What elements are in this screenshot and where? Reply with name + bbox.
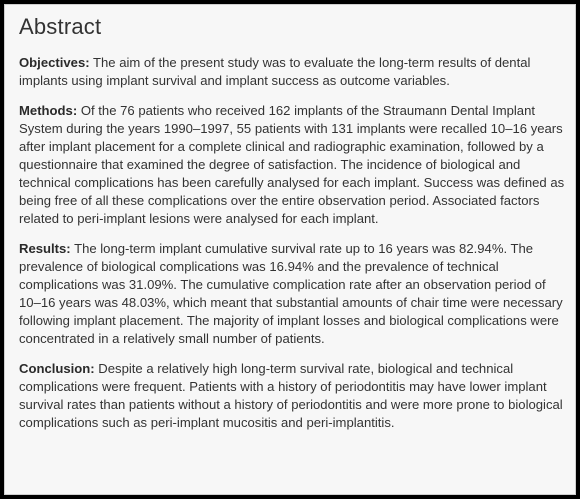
conclusion-label: Conclusion: [19,361,95,376]
objectives-text: The aim of the present study was to evaluate the long-term results of dental implants using implant survival and implant success as outcome variables. [19,55,531,88]
abstract-heading: Abstract [19,14,102,39]
conclusion-section [19,360,565,432]
objectives-section [19,54,565,90]
methods-section [19,102,565,228]
abstract-panel [4,4,576,495]
results-section [19,240,565,348]
methods-label: Methods: [19,103,78,118]
objectives-label: Objectives: [19,55,90,70]
methods-text: Of the 76 patients who received 162 implants of the Straumann Dental Implant System during the years 1990–1997, 55 patients with 131 implants were recalled 10–16 years after implant placement for a complete clinical and radiographic examination, followed by a questionnaire that examined the degree of satisfaction. The incidence of biological and technical complications has been carefully analysed for each implant. Success was defined as being free of all these complications over the entire observation period. Associated factors related to peri-implant lesions were analysed for each implant. [19,103,565,226]
results-text: The long-term implant cumulative survival rate up to 16 years was 82.94%. The prevalence of biological complications was 16.94% and the prevalence of technical complications was 31.09%. The cumulative complication rate after an observation period of 10–16 years was 48.03%, which meant that substantial amounts of chair time were necessary following implant placement. The majority of implant losses and biological complications were concentrated in a relatively small number of patients. [19,241,563,346]
results-label: Results: [19,241,71,256]
conclusion-text: Despite a relatively high long-term survival rate, biological and technical complications were frequent. Patients with a history of periodontitis may have lower implant survival rates than patients without a history of periodontitis and were more prone to biological complications such as peri-implant mucositis and peri-implantitis. [19,361,563,430]
